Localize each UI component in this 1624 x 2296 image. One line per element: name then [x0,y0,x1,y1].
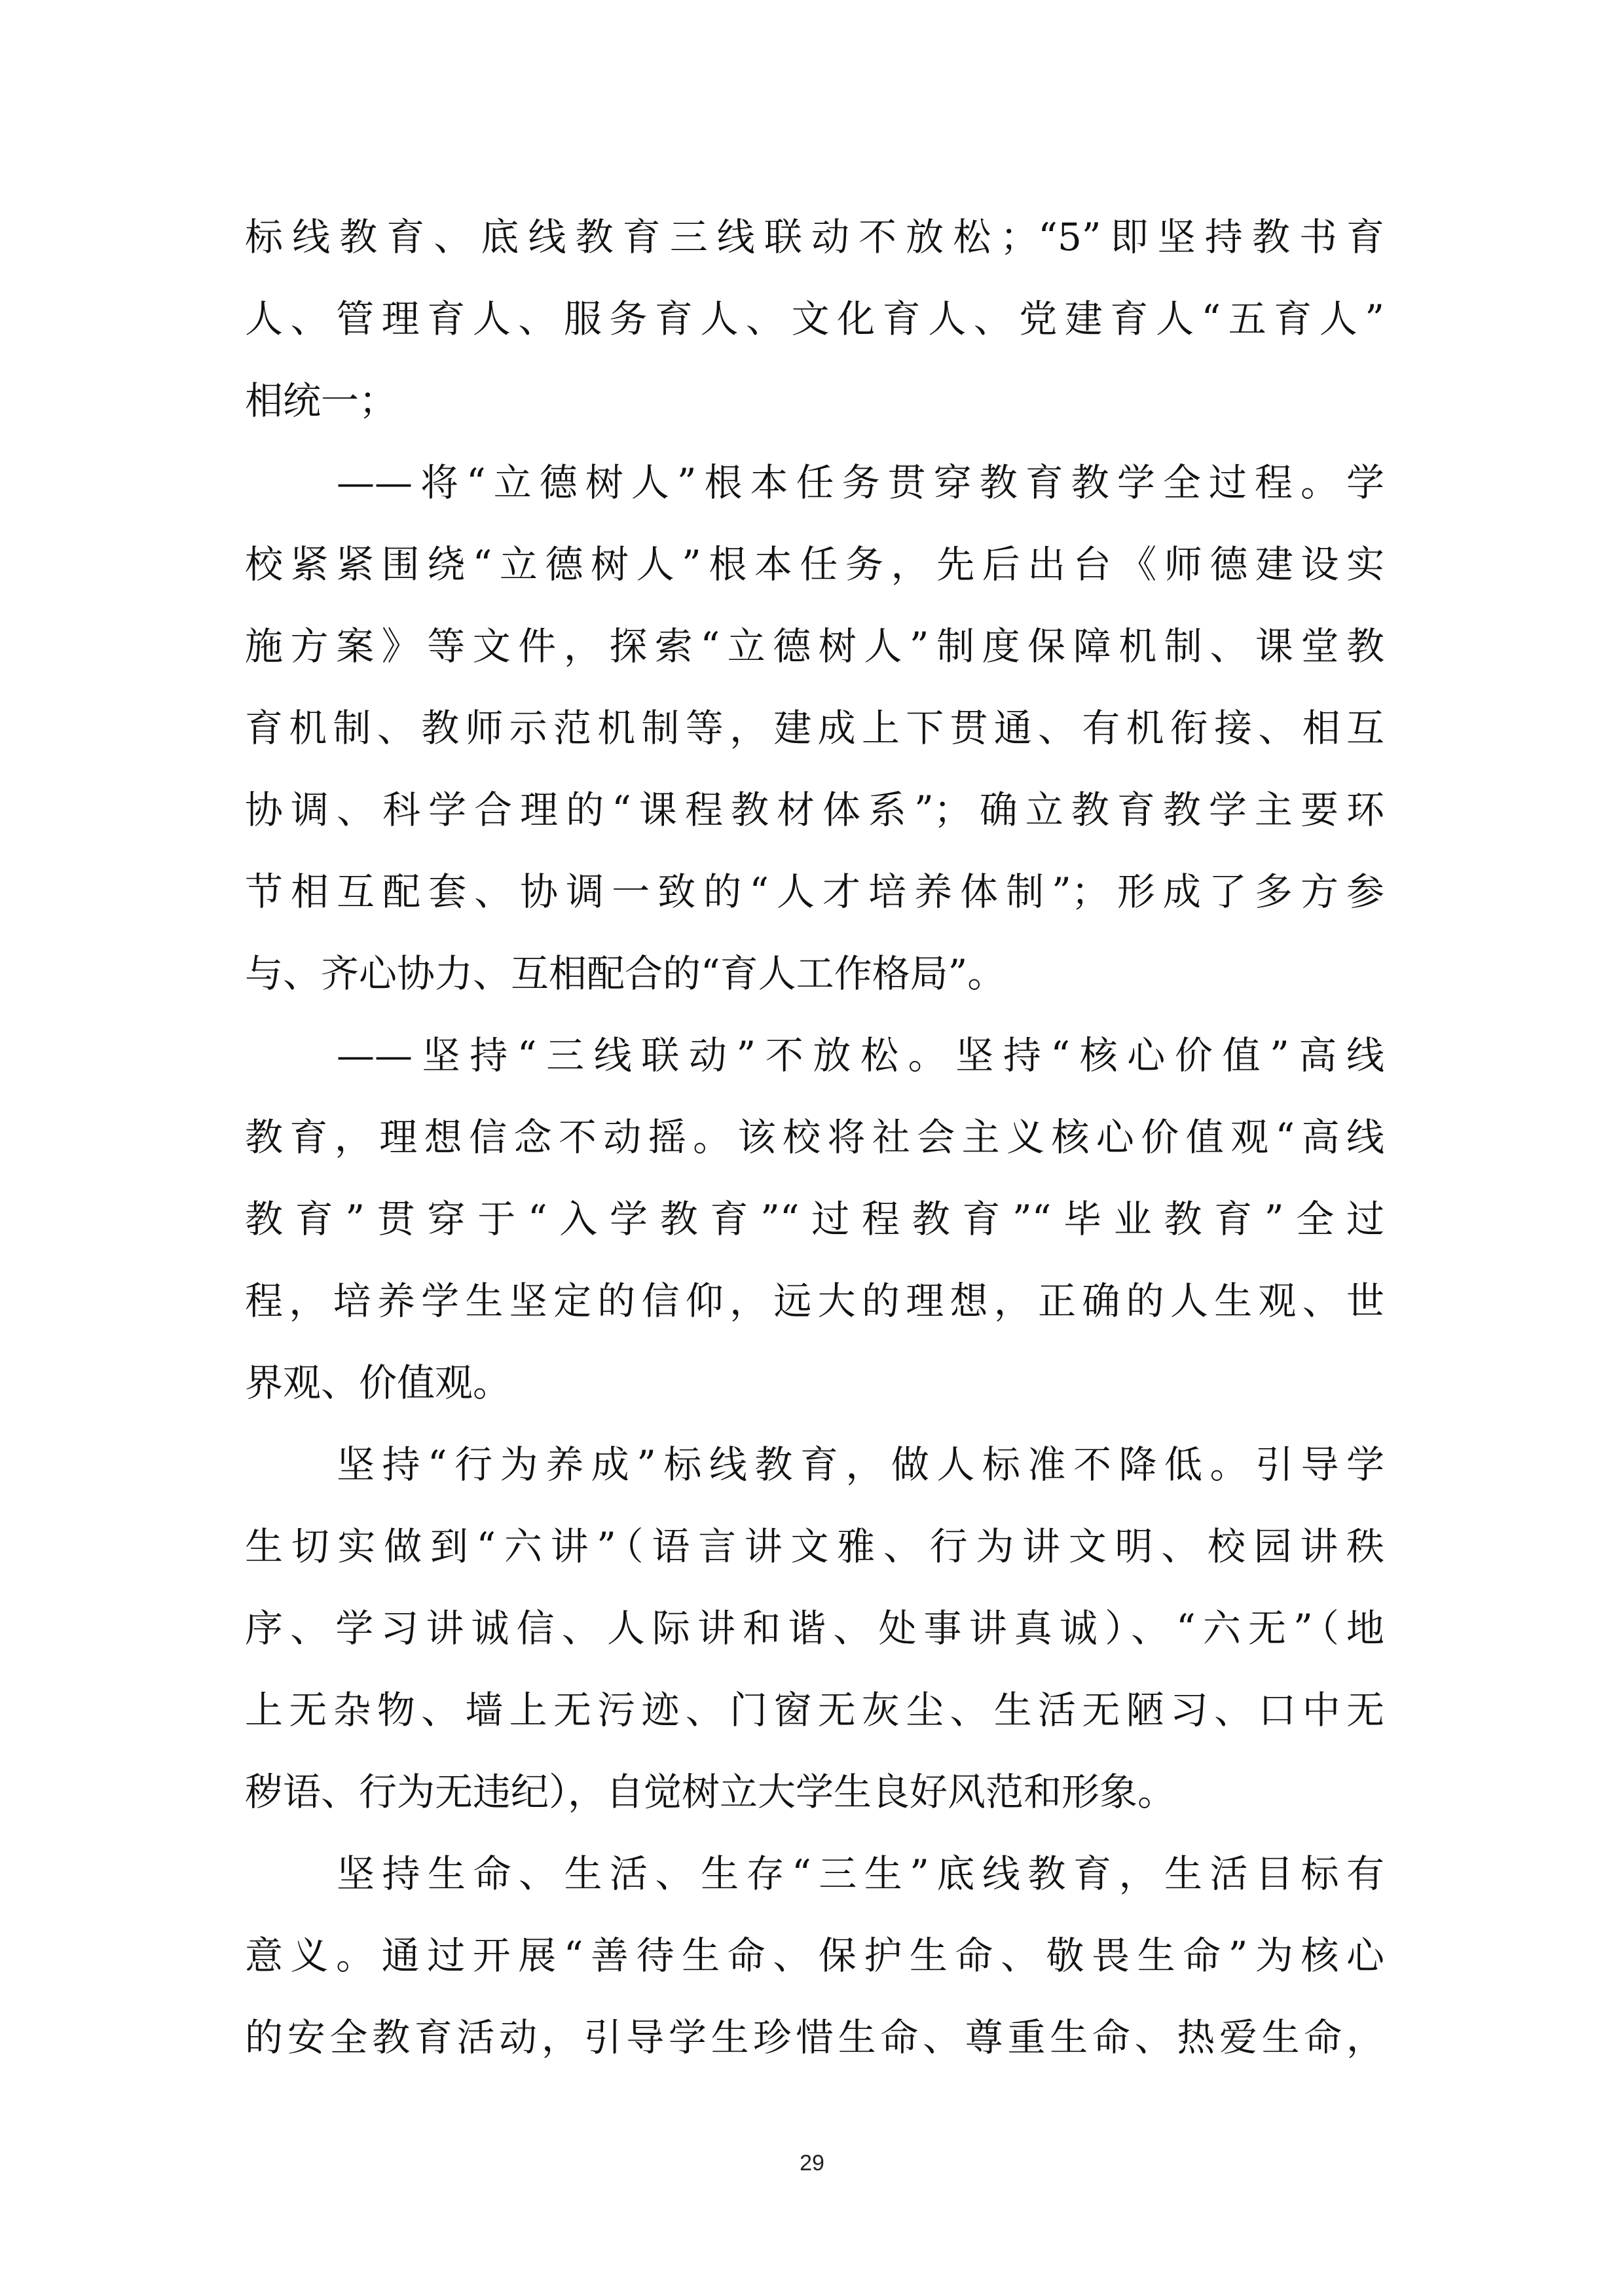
text-line: 界观、价值观。 [245,1360,511,1405]
text-line: 教育，理想信念不动摇。该校将社会主义核心价值观“高线 [245,1115,1384,1159]
text-line: 序、学习讲诚信、人际讲和谐、处事讲真诚）、“六无”（地 [245,1606,1384,1650]
text-line: 协调、科学合理的“课程教材体系”；确立教育教学主要环 [245,788,1384,832]
text-line: 与、齐心协力、互相配合的“育人工作格局”。 [245,951,1006,996]
text-line: 的安全教育活动，引导学生珍惜生命、尊重生命、热爱生命， [245,2015,1384,2060]
text-line: 程，培养学生坚定的信仰，远大的理想，正确的人生观、世 [245,1279,1384,1323]
text-line: 施方案》等文件，探索“立德树人”制度保障机制、课堂教 [245,624,1384,668]
text-line: 坚持生命、生活、生存“三生”底线教育，生活目标有 [337,1851,1384,1896]
text-line: 意义。通过开展“善待生命、保护生命、敬畏生命”为核心 [245,1933,1384,1978]
text-line: 秽语、行为无违纪），自觉树立大学生良好风范和形象。 [245,1770,1176,1814]
page-number: 29 [800,2151,824,2176]
text-line: 坚持“行为养成”标线教育，做人标准不降低。引导学 [337,1442,1384,1487]
text-line: 上无杂物、墙上无污迹、门窗无灰尘、生活无陋习、口中无 [245,1688,1384,1732]
text-line: 教育”贯穿于“入学教育”“过程教育”“毕业教育”全过 [245,1197,1384,1241]
text-line: 相统一； [245,378,397,423]
text-line: ——将“立德树人”根本任务贯穿教育教学全过程。学 [337,460,1384,505]
text-line: 育机制、教师示范机制等，建成上下贯通、有机衔接、相互 [245,706,1384,750]
text-line: 生切实做到“六讲”（语言讲文雅、行为讲文明、校园讲秩 [245,1524,1384,1569]
text-line: ——坚持“三线联动”不放松。坚持“核心价值”高线 [337,1033,1384,1078]
text-line: 标线教育、底线教育三线联动不放松；“5”即坚持教书育 [245,215,1384,259]
text-line: 节相互配套、协调一致的“人才培养体制”；形成了多方参 [245,869,1384,914]
document-body [245,196,1384,2079]
text-line: 校紧紧围绕“立德树人”根本任务，先后出台《师德建设实 [245,542,1384,587]
text-line: 人、管理育人、服务育人、文化育人、党建育人“五育人” [245,297,1384,341]
